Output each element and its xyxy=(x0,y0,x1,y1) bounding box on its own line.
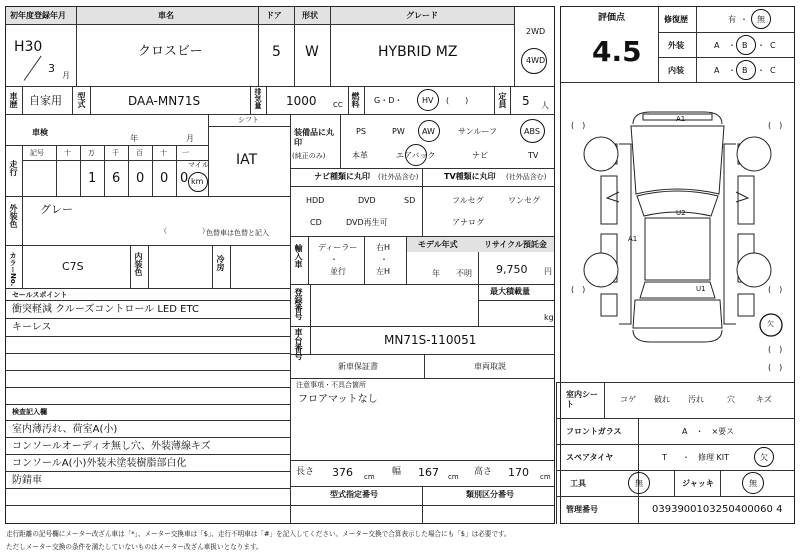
fuel-paren: ( ) xyxy=(446,96,469,105)
sheet-ana: 穴 xyxy=(727,395,735,404)
reg-label: 登録番号 xyxy=(294,288,303,320)
recycle-value: 9,750 xyxy=(496,263,528,276)
height-value: 170 xyxy=(508,466,529,479)
capacity-unit: 人 xyxy=(541,101,549,110)
color-change-note: 色替車は色替と記入 xyxy=(206,229,269,237)
int-grade-c: C xyxy=(770,66,776,75)
import-dealer: ディーラー xyxy=(318,243,358,252)
month-unit: 月 xyxy=(62,71,70,80)
diagram-label-front: A1 xyxy=(676,115,686,123)
inspection-note-0: 室内薄汚れ、荷室A(小) xyxy=(12,424,118,435)
equip-tv: TV xyxy=(528,151,539,160)
digit-label-2: 千 xyxy=(112,149,119,157)
kigo-label: 記号 xyxy=(30,149,44,157)
equip-abs: ABS xyxy=(524,127,540,136)
bracket-bottom-1: ( ) xyxy=(768,345,783,354)
drive-2wd: 2WD xyxy=(526,27,546,36)
length-value: 376 xyxy=(332,466,353,479)
model-year-unit: 年 xyxy=(432,269,440,278)
equip-airbag: エアバック xyxy=(396,151,436,160)
displacement-label: 排気量 xyxy=(254,88,262,109)
cc-unit: CC xyxy=(333,101,343,109)
inspection-label: 車検 xyxy=(32,128,48,137)
int-grade-dot2: ・ xyxy=(757,66,765,75)
diagram-label-rear: U1 xyxy=(696,285,706,293)
max-load-label: 最大積載量 xyxy=(490,287,530,296)
chassis-label: 車台番号 xyxy=(294,328,303,360)
tv-analog: アナログ xyxy=(452,218,484,227)
glass-value: A ・ ×要ス xyxy=(682,427,735,436)
tv-oneseg: ワンセグ xyxy=(508,196,540,205)
sales-point-0: 衝突軽減 クルーズコントロール LED ETC xyxy=(12,304,199,315)
bracket-left-1: ( ) xyxy=(571,121,586,130)
fuel-label: 燃料 xyxy=(351,92,360,108)
int-grade-label: 内装 xyxy=(668,66,684,75)
equip-aw: AW xyxy=(422,127,435,136)
height-label: 高さ xyxy=(474,467,493,477)
capacity-value: 5 xyxy=(522,94,530,108)
mile-label: マイル xyxy=(188,161,209,169)
mileage-digit-5: 0 xyxy=(180,171,189,186)
year-value: H30 xyxy=(14,39,43,55)
type-no-label: 型式指定番号 xyxy=(330,490,378,499)
width-unit: cm xyxy=(448,473,459,481)
nav-dvd: DVD xyxy=(358,196,376,205)
tv-label: TV種類に丸印 xyxy=(444,172,496,181)
equip-sunroof: サンルーフ xyxy=(458,127,497,136)
ext-grade-a: A xyxy=(714,41,720,50)
car-name-label: 車名 xyxy=(158,11,174,20)
model-label: 型式 xyxy=(77,92,86,108)
equip-pw: PW xyxy=(392,127,405,136)
car-damage-diagram xyxy=(561,84,794,380)
sheet-yabure: 破れ xyxy=(654,395,670,404)
digit-label-3: 百 xyxy=(136,149,143,157)
repair-no: 無 xyxy=(757,15,765,24)
digit-label-1: 万 xyxy=(88,149,95,157)
tv-sub: (社外品含む) xyxy=(506,173,547,181)
color-no-label: カラーNo. xyxy=(9,252,17,287)
mgmt-label: 管理番号 xyxy=(566,505,598,514)
length-label: 長さ xyxy=(296,467,315,477)
diagram-kasu: 欠 xyxy=(767,320,774,328)
int-grade-b: B xyxy=(742,66,748,75)
jack-label: ジャッキ xyxy=(682,479,714,488)
diagram-label-roof: U2 xyxy=(676,209,686,217)
equip-leather: 本革 xyxy=(352,151,368,160)
notes-label: 注意事項・不具合箇所 xyxy=(296,381,366,389)
sheet-kizu: キズ xyxy=(756,395,772,404)
equip-sub: (純正のみ) xyxy=(292,152,326,160)
usage-value: 自家用 xyxy=(29,94,62,107)
ext-grade-label: 外装 xyxy=(668,41,684,50)
length-unit: cm xyxy=(364,473,375,481)
tv-fullseg: フルセグ xyxy=(452,196,484,205)
digit-label-5: 一 xyxy=(182,149,189,157)
repair-yes: 有 xyxy=(728,15,736,24)
doors-value: 5 xyxy=(272,44,281,60)
bracket-left-2: ( ) xyxy=(571,285,586,294)
car-name-value: クロスビー xyxy=(138,44,203,59)
nav-sd: SD xyxy=(404,196,416,205)
int-grade-dot1: ・ xyxy=(728,66,736,75)
inspection-note-2: コンソールA(小)外装未塗装樹脂部白化 xyxy=(12,458,187,469)
shape-label: 形状 xyxy=(302,11,318,20)
ext-grade-dot1: ・ xyxy=(728,41,736,50)
score-value: 4.5 xyxy=(592,35,642,68)
import-dot-2: ・ xyxy=(380,255,388,264)
footer-line-2: ただしメーター交換の条件を満たしていないものはメーター改ざん車扱いとなります。 xyxy=(6,543,263,551)
nav-dvd-play: DVD再生可 xyxy=(346,218,388,227)
inspection-note-1: コンソールオーディオ無し穴、外装薄線キズ xyxy=(12,441,211,452)
import-left-h: 左H xyxy=(376,267,391,276)
spare-kit: 修理 KIT xyxy=(698,453,730,462)
color-paren: （ ） xyxy=(160,227,209,235)
diagram-label-left: A1 xyxy=(628,235,638,243)
shift-value: IAT xyxy=(236,152,258,168)
nav-hdd: HDD xyxy=(306,196,325,205)
mileage-label: 走行 xyxy=(9,160,18,176)
sheet-yogore: 汚れ xyxy=(688,395,704,404)
grade-value: HYBRID MZ xyxy=(378,44,458,60)
score-label: 評価点 xyxy=(598,13,626,23)
inspection-note-3: 防錆車 xyxy=(12,475,42,486)
bracket-right-1: ( ) xyxy=(768,121,783,130)
sheet-koge: コゲ xyxy=(620,395,636,404)
fuel-options: G・D・ xyxy=(374,96,403,105)
import-dot: ・ xyxy=(330,255,338,264)
import-right-h: 右H xyxy=(376,243,391,252)
grade-label: グレード xyxy=(406,11,438,20)
ext-grade-dot2: ・ xyxy=(757,41,765,50)
interior-label: 内装色 xyxy=(134,252,143,276)
color-no-value: C7S xyxy=(62,260,84,273)
digit-label-0: 十 xyxy=(64,149,71,157)
mgmt-value: 0393900103250400060 4 xyxy=(652,504,783,515)
class-no-label: 類別区分番号 xyxy=(466,490,514,499)
shift-label: シフト xyxy=(238,116,259,124)
spare-label: スペアタイヤ xyxy=(566,453,614,462)
inspection-year-unit: 年 xyxy=(130,134,138,143)
displacement-value: 1000 xyxy=(286,94,317,108)
width-value: 167 xyxy=(418,466,439,479)
inspection-note-label: 検査記入欄 xyxy=(12,408,47,416)
mileage-digit-1: 1 xyxy=(88,171,97,186)
mileage-digit-3: 0 xyxy=(136,171,145,186)
bracket-right-2: ( ) xyxy=(768,285,783,294)
recycle-yen: 円 xyxy=(544,267,552,276)
equip-navi: ナビ xyxy=(472,151,488,160)
width-label: 幅 xyxy=(392,467,402,477)
chassis-value: MN71S-110051 xyxy=(384,333,477,347)
repair-dot: ・ xyxy=(740,15,748,24)
door-label: ドア xyxy=(266,11,282,20)
sales-point-1: キーレス xyxy=(12,322,52,333)
mileage-digit-2: 6 xyxy=(112,171,121,186)
mileage-digit-4: 0 xyxy=(160,171,169,186)
bracket-bottom-2: ( ) xyxy=(768,363,783,372)
spare-t: T xyxy=(662,453,667,462)
spare-dot: ・ xyxy=(682,453,690,462)
model-value: DAA-MN71S xyxy=(128,94,201,108)
import-parallel: 並行 xyxy=(330,267,346,276)
new-warranty: 新車保証書 xyxy=(338,362,378,371)
ext-color-label: 外装色 xyxy=(9,204,18,228)
month-value: 3 xyxy=(48,62,55,75)
tools-value: 無 xyxy=(635,479,643,488)
year-label: 初年度登録年月 xyxy=(10,11,66,20)
usage-label: 車歴 xyxy=(9,92,18,108)
int-grade-a: A xyxy=(714,66,720,75)
repair-label: 修復歴 xyxy=(664,15,688,24)
notes-value: フロアマットなし xyxy=(298,394,378,405)
height-unit: cm xyxy=(540,473,551,481)
spare-kasu: 欠 xyxy=(760,453,768,462)
cooler-label: 冷房 xyxy=(216,255,225,271)
footer-line-1: 走行距離の記号欄にメーター改ざん車は「*」、メーター交換車は「$」、走行不明車は「#」を記入してください。メーター交換で合算表示した場合にも「$」は必要です。 xyxy=(6,530,511,538)
jack-value: 無 xyxy=(749,479,757,488)
max-load-unit: kg xyxy=(544,313,554,322)
inspection-month-unit: 月 xyxy=(186,134,194,143)
sales-point-label: セールスポイント xyxy=(12,291,68,299)
equip-ps: PS xyxy=(356,127,366,136)
model-year-unknown: 不明 xyxy=(456,269,472,278)
interior-sheet-label: 室内シート xyxy=(566,390,598,410)
ext-color-value: グレー xyxy=(40,203,73,216)
equip-label: 装備品に丸印 xyxy=(294,128,334,148)
model-year-label: モデル年式 xyxy=(418,240,458,249)
drive-4wd: 4WD xyxy=(526,56,546,65)
ext-grade-b: B xyxy=(742,41,748,50)
recycle-label: リサイクル預託金 xyxy=(484,240,547,249)
glass-label: フロントガラス xyxy=(566,427,622,436)
nav-sub: (社外品含む) xyxy=(378,173,419,181)
digit-label-4: 十 xyxy=(160,149,167,157)
nav-label: ナビ種類に丸印 xyxy=(314,172,370,181)
km-unit: km xyxy=(191,177,204,186)
nav-cd: CD xyxy=(310,218,322,227)
fuel-selected: HV xyxy=(422,96,434,105)
import-label: 輸入車 xyxy=(294,244,303,268)
vehicle-manual: 車両取説 xyxy=(474,362,506,371)
tools-label: 工具 xyxy=(570,479,586,488)
ext-grade-c: C xyxy=(770,41,776,50)
capacity-label: 定員 xyxy=(498,92,507,108)
shape-value: W xyxy=(305,44,319,60)
